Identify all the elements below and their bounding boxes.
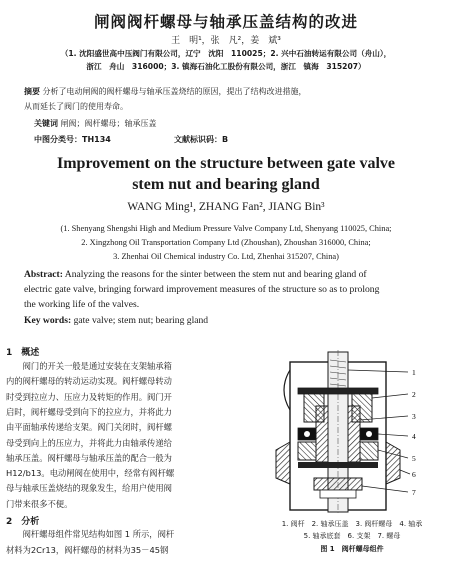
body-line: 轴承压盖。阀杆螺母与轴承压盖的配合一般为 bbox=[6, 452, 172, 463]
cn-keywords-text: 闸阀；阀杆螺母；轴承压盖 bbox=[60, 119, 157, 128]
cn-clc-value: TH134 bbox=[82, 135, 111, 144]
en-keywords-label: Key words: bbox=[24, 315, 72, 326]
cn-doc-label: 文献标识码： bbox=[173, 135, 222, 144]
cn-keywords bbox=[34, 118, 442, 129]
body-line: 阀门的开关一般是通过安装在支架轴承箱 bbox=[6, 361, 172, 371]
cn-doc-value: B bbox=[221, 135, 229, 144]
en-abstract-text-1: Analyzing the reasons for the sinter between the stem nut and bearing gland of bbox=[62, 269, 367, 280]
part-number-2: 2 bbox=[412, 390, 416, 399]
figure-part-numbers bbox=[412, 368, 416, 497]
cn-classification-line bbox=[34, 134, 442, 145]
part-number-5: 5 bbox=[412, 454, 416, 463]
cn-abstract-label: 摘要 bbox=[24, 87, 40, 96]
en-abstract-line-3: the working life of the valves. bbox=[24, 299, 140, 310]
figure-caption: 图 1 阀杆螺母组件 bbox=[320, 545, 384, 553]
cn-abstract-line-2: 从而延长了阀门的使用寿命。 bbox=[24, 102, 128, 111]
body-line: 母受到向上的压应力，并将此力由轴承传递给 bbox=[6, 437, 172, 448]
en-title-line-1: Improvement on the structure between gate valve bbox=[56, 155, 395, 172]
en-title-line-2: stem nut and bearing gland bbox=[132, 176, 320, 193]
cn-clc-label: 中图分类号： bbox=[34, 135, 82, 144]
cn-affiliation-line-2: 浙江 舟山 316000；3. 镇海石油化工股份有限公司，浙江 镇海 315207） bbox=[86, 62, 366, 71]
cn-affiliation-line-1: （1. 沈阳盛世高中压阀门有限公司，辽宁 沈阳 110025；2. 兴中石油转运有限公司（舟山）， bbox=[60, 49, 392, 58]
cn-abstract-text-1: 分析了电动闸阀的阀杆螺母与轴承压盖烧结的原因，提出了结构改进措施， bbox=[42, 87, 307, 96]
en-affiliation-line-3: 3. Zhenhai Oil Chemical industry Co. Ltd, Zhenhai 315207, China) bbox=[113, 252, 339, 261]
figure-legend-line-2: 5. 轴承底套 6. 支架 7. 螺母 bbox=[303, 532, 401, 540]
body-line: 阀杆螺母组件常见结构如图 1 所示，阀杆 bbox=[6, 529, 175, 539]
cn-abstract-line-1 bbox=[24, 86, 432, 97]
body-line: 由平面轴承传递给支架。阀门关闭时，阀杆螺 bbox=[6, 422, 172, 433]
stem-nut-assembly-figure bbox=[258, 350, 448, 514]
cn-title: 闸阀阀杆螺母与轴承压盖结构的改进 bbox=[93, 13, 358, 31]
cn-authors: 王 明¹，张 凡²，姜 斌³ bbox=[171, 36, 281, 46]
body-line: 门带来很多不便。 bbox=[6, 498, 73, 509]
en-authors: WANG Ming¹, ZHANG Fan², JIANG Bin³ bbox=[127, 201, 325, 213]
en-affiliation-line-1: (1. Shenyang Shengshi High and Medium Pressure Valve Company Ltd, Shenyang 110025, China; bbox=[60, 224, 392, 233]
en-abstract-label: Abstract: bbox=[24, 269, 63, 280]
body-line: 时受到拉应力、压应力及转矩的作用。阀门开 bbox=[6, 391, 172, 402]
body-line: H12/b13。电动闸阀在使用中，经常有阀杆螺 bbox=[6, 468, 175, 479]
en-keywords bbox=[24, 315, 440, 326]
body-line: 启时，阀杆螺母受到向下的拉应力，并将此力 bbox=[6, 406, 172, 417]
body-line: 母与轴承压盖烧结的现象发生，给用户使用阀 bbox=[6, 483, 172, 494]
part-number-4: 4 bbox=[412, 432, 416, 441]
section-1-heading: 1 概述 bbox=[6, 348, 40, 358]
en-keywords-text: gate valve; stem nut; bearing gland bbox=[71, 315, 209, 326]
en-abstract-line-1 bbox=[24, 269, 440, 280]
section-2-heading: 2 分析 bbox=[6, 517, 40, 527]
body-line: 材料为2Cr13，阀杆螺母的材料为35－45钢 bbox=[6, 544, 169, 555]
body-line: 内的阀杆螺母的转动运动实现。阀杆螺母转动 bbox=[6, 376, 172, 387]
part-number-7: 7 bbox=[412, 488, 416, 497]
en-abstract-line-2: electric gate valve, bringing forward improvement measures of the structure so as to prolong bbox=[24, 284, 380, 295]
en-affiliation-line-2: 2. Xingzhong Oil Transportation Company Ltd (Zhoushan), Zhoushan 316000, China; bbox=[81, 238, 371, 247]
part-number-1: 1 bbox=[412, 368, 416, 377]
nut bbox=[314, 478, 362, 498]
cn-keywords-label: 关键词 bbox=[34, 119, 58, 128]
part-number-6: 6 bbox=[412, 470, 416, 479]
part-number-3: 3 bbox=[412, 412, 416, 421]
figure-legend-line-1: 1. 阀杆 2. 轴承压盖 3. 阀杆螺母 4. 轴承 bbox=[281, 520, 423, 528]
